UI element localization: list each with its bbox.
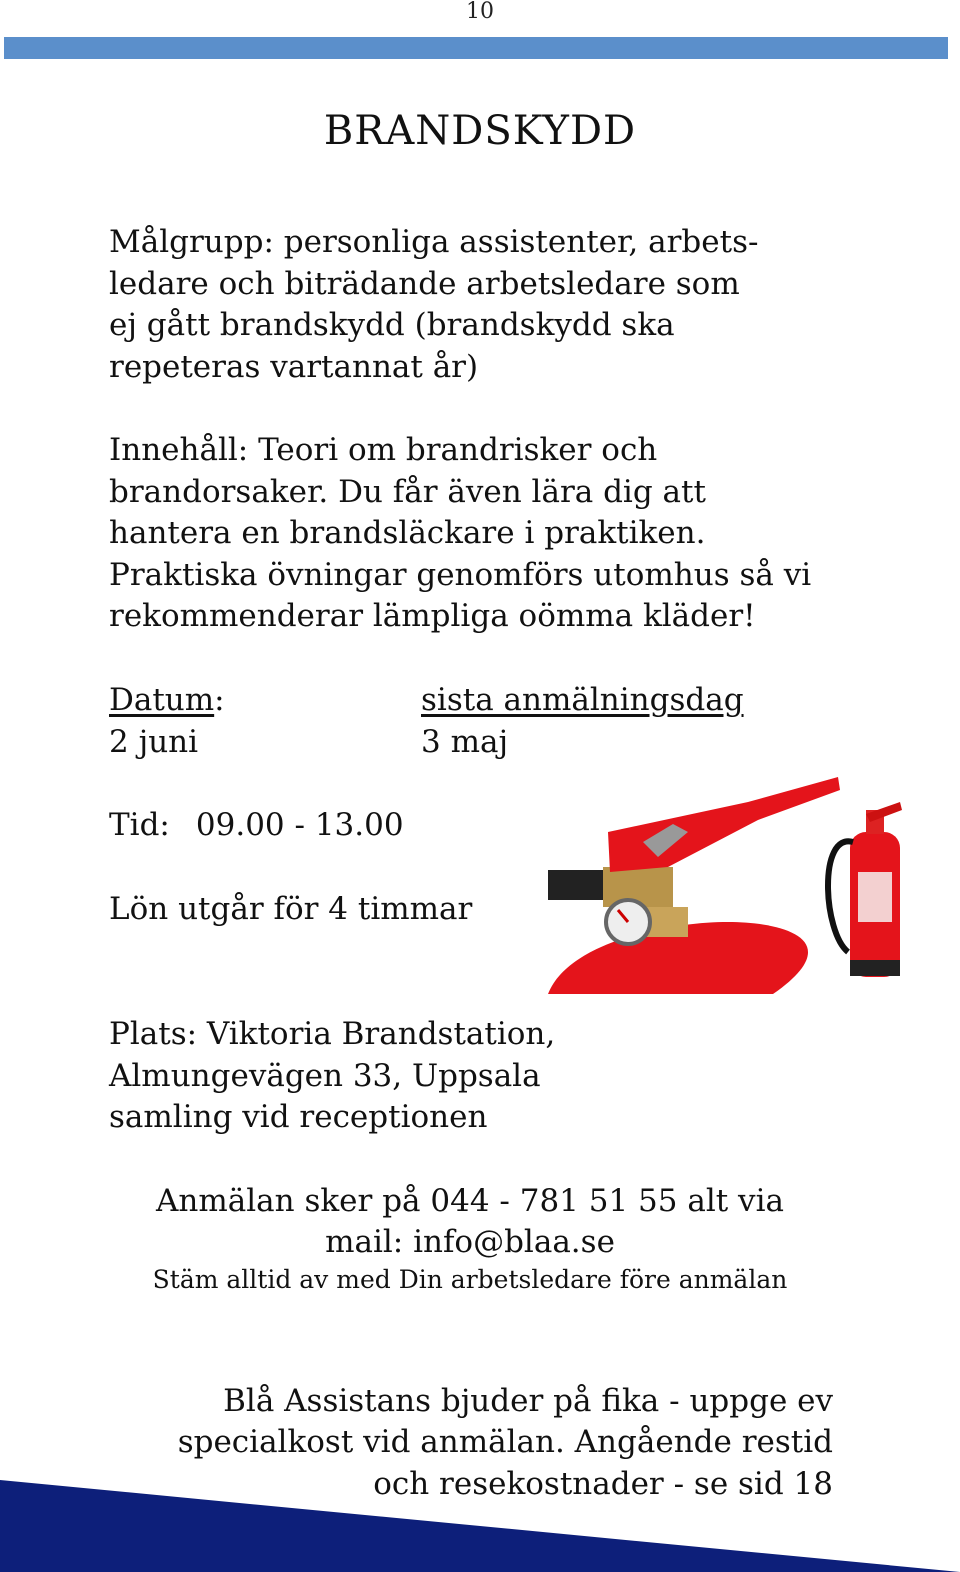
- location-line: samling vid receptionen: [109, 1099, 488, 1135]
- content-line: rekommenderar lämpliga oömma kläder!: [109, 598, 756, 634]
- page-title: BRANDSKYDD: [323, 108, 637, 154]
- salary-note: Lön utgår för 4 timmar: [109, 891, 473, 927]
- time-value: 09.00 - 13.00: [195, 807, 404, 843]
- location-line: Plats: Viktoria Brandstation,: [109, 1016, 556, 1052]
- content-line: Praktiska övningar genomförs utomhus så vi: [109, 556, 812, 593]
- content-line: hantera en brandsläckare i praktiken.: [109, 515, 706, 551]
- registration-phone: Anmälan sker på 044 - 781 51 55 alt via: [156, 1183, 784, 1219]
- header-bar: [4, 37, 948, 59]
- target-group-line: ledare och biträdande arbetsledare som: [109, 265, 740, 302]
- target-group-line: repeteras vartannat år): [109, 348, 479, 385]
- date-column: [109, 680, 225, 763]
- content-line: brandorsaker. Du får även lära dig att: [109, 473, 706, 510]
- fika-line: och resekostnader - se sid 18: [373, 1466, 833, 1502]
- deadline-label: sista anmälningsdag: [421, 682, 744, 718]
- fika-line: specialkost vid anmälan. Angående restid: [177, 1424, 833, 1460]
- target-group-line: Målgrupp: personliga assistenter, arbets-: [109, 224, 759, 260]
- extinguisher-hose: [548, 870, 608, 900]
- content-line: Innehåll: Teori om brandrisker och: [109, 432, 658, 468]
- small-extinguisher-base: [850, 960, 900, 976]
- deadline-value: 3 maj: [421, 723, 509, 760]
- target-group-line: ej gått brandskydd (brandskydd ska: [109, 307, 675, 343]
- fire-extinguisher-icon: [548, 772, 910, 994]
- target-group-paragraph: [109, 222, 869, 388]
- date-label-colon: :: [214, 682, 225, 718]
- small-extinguisher-hose: [828, 841, 853, 952]
- footer-wedge: [0, 1480, 960, 1572]
- date-label-row: [109, 680, 225, 722]
- date-label: Datum: [109, 682, 215, 718]
- registration-note: Stäm alltid av med Din arbetsledare före anmälan: [152, 1265, 788, 1294]
- location-line: Almungevägen 33, Uppsala: [109, 1057, 541, 1094]
- time-label: Tid:: [109, 807, 170, 843]
- location-paragraph: [109, 1014, 869, 1139]
- page-number: 10: [466, 0, 494, 24]
- deadline-column: [421, 680, 744, 763]
- fika-line: Blå Assistans bjuder på fika - uppge ev: [223, 1383, 833, 1419]
- content-paragraph: [109, 430, 869, 638]
- date-value: 2 juni: [109, 723, 199, 760]
- time-row: [109, 805, 404, 847]
- registration-email: mail: info@blaa.se: [325, 1224, 615, 1260]
- small-extinguisher-label: [858, 872, 892, 922]
- extinguisher-handle: [608, 777, 840, 872]
